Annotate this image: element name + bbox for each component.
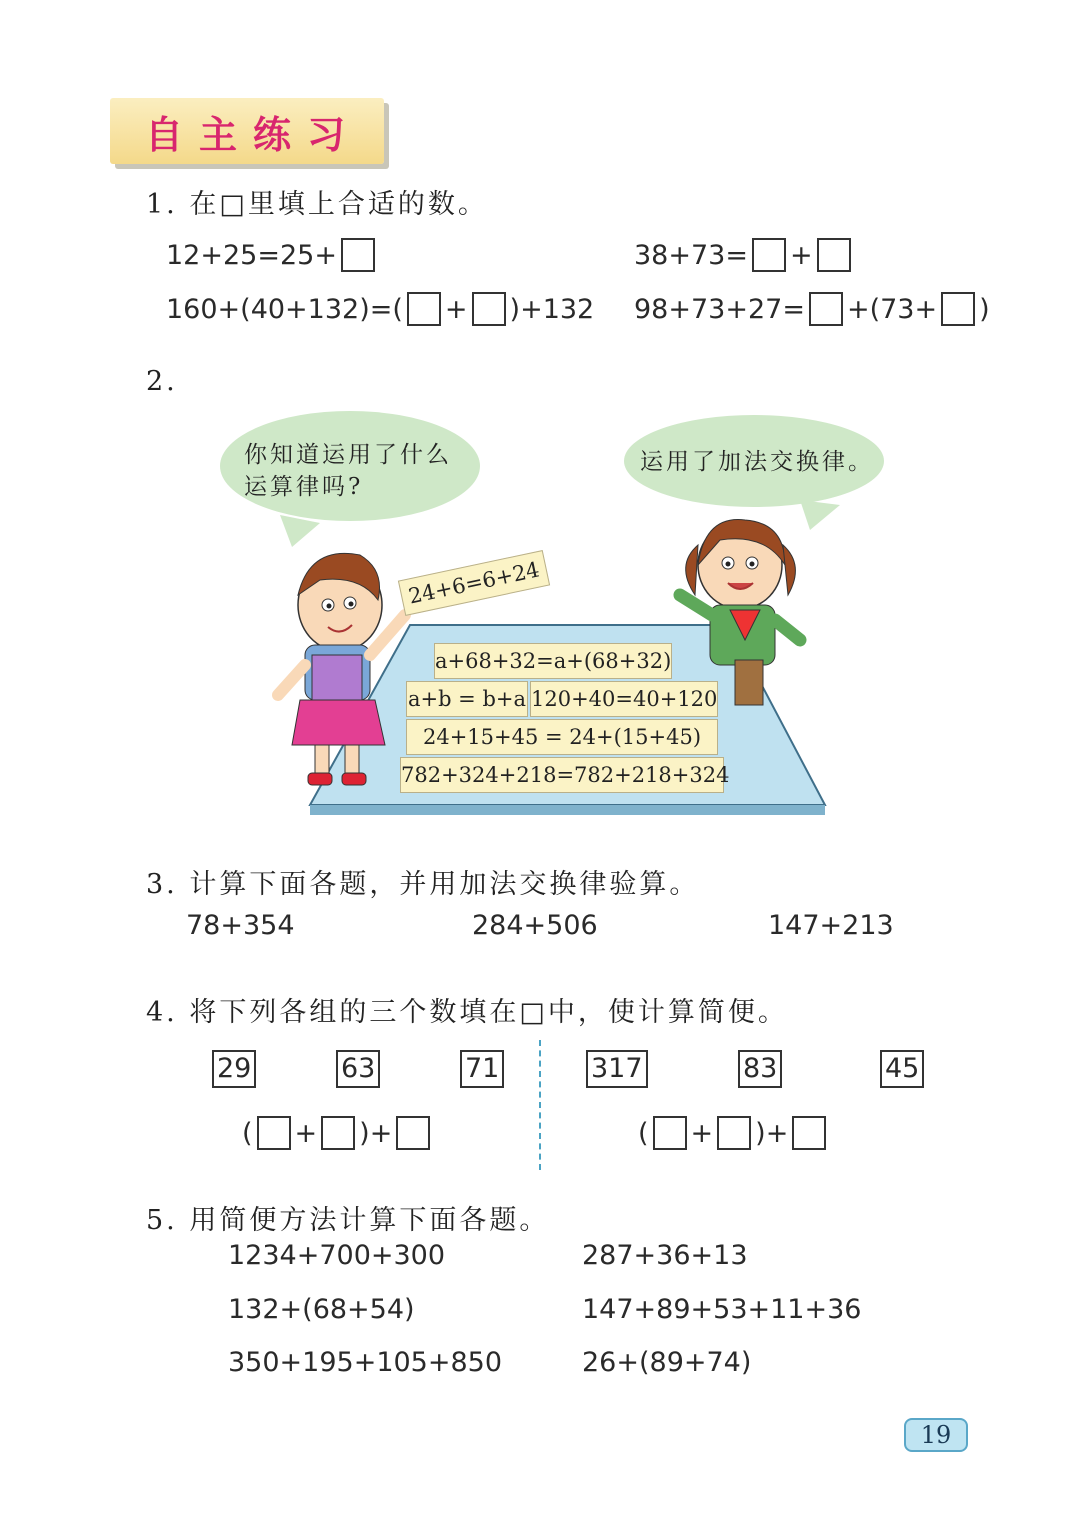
table-edge <box>310 805 825 815</box>
answer-box[interactable] <box>717 1116 751 1150</box>
answer-box[interactable] <box>792 1116 826 1150</box>
q2-label: 2. <box>146 366 178 397</box>
q1-line-4 <box>634 292 990 326</box>
q4-g2-template <box>638 1116 830 1150</box>
answer-box[interactable] <box>396 1116 430 1150</box>
q4-g2-number-2: 83 <box>738 1050 782 1088</box>
q1-line-3-text-a: 160+(40+132)=( <box>166 293 403 325</box>
section-title-banner <box>110 98 384 164</box>
section-title: 自主练习 <box>144 112 361 157</box>
q5-item-2: 287+36+13 <box>582 1240 748 1271</box>
held-card: 24+6=6+24 <box>398 550 550 616</box>
plus-sign: + <box>294 1117 318 1149</box>
q3-item-3: 147+213 <box>768 910 894 941</box>
q5-item-3: 132+(68+54) <box>228 1294 415 1325</box>
q1-line-1 <box>166 238 379 272</box>
q4-g1-template <box>242 1116 434 1150</box>
q4-g1-number-3: 71 <box>460 1050 504 1088</box>
table-card-1: a+68+32=a+(68+32) <box>434 643 672 679</box>
table-card-4: 24+15+45 = 24+(15+45) <box>406 719 718 755</box>
table-card-2: a+b = b+a <box>406 681 528 717</box>
answer-box[interactable] <box>941 292 975 326</box>
q4-prompt: 4. 将下列各组的三个数填在□中，使计算简便。 <box>146 997 788 1028</box>
q5-item-1: 1234+700+300 <box>228 1240 446 1271</box>
q1-line-2-text: 38+73= <box>634 239 748 271</box>
q5-prompt: 5. 用简便方法计算下面各题。 <box>146 1205 550 1236</box>
answer-box[interactable] <box>407 292 441 326</box>
q1-line-3-text-b: + <box>444 293 468 325</box>
q4-g2-number-1: 317 <box>586 1050 648 1088</box>
q2-illustration <box>200 405 900 825</box>
divider-line <box>539 1040 541 1170</box>
q1-line-3 <box>166 292 594 326</box>
answer-box[interactable] <box>257 1116 291 1150</box>
paren-close-plus: )+ <box>755 1117 789 1149</box>
answer-box[interactable] <box>809 292 843 326</box>
paren-close-plus: )+ <box>359 1117 393 1149</box>
bubble-right-text: 运用了加法交换律。 <box>640 449 874 475</box>
table-card-5: 782+324+218=782+218+324 <box>400 757 724 793</box>
q5-item-6: 26+(89+74) <box>582 1347 752 1378</box>
answer-box[interactable] <box>817 238 851 272</box>
table-card-3: 120+40=40+120 <box>530 681 718 717</box>
answer-box[interactable] <box>341 238 375 272</box>
bubble-left-line-1: 你知道运用了什么 <box>244 442 452 468</box>
q4-g1-number-2: 63 <box>336 1050 380 1088</box>
answer-box[interactable] <box>321 1116 355 1150</box>
paren-open: ( <box>638 1117 649 1149</box>
q5-item-5: 350+195+105+850 <box>228 1347 503 1378</box>
paren-open: ( <box>242 1117 253 1149</box>
q5-item-4: 147+89+53+11+36 <box>582 1294 862 1325</box>
q4-g2-number-3: 45 <box>880 1050 924 1088</box>
bubble-right-tail <box>800 500 840 530</box>
q3-item-2: 284+506 <box>472 910 598 941</box>
q1-line-4-text-b: +(73+ <box>846 293 938 325</box>
q1-prompt: 1. 在□里填上合适的数。 <box>146 189 488 220</box>
q1-line-2 <box>634 238 855 272</box>
q4-g1-number-1: 29 <box>212 1050 256 1088</box>
q1-line-1-text: 12+25=25+ <box>166 239 337 271</box>
q1-line-3-text-c: )+132 <box>509 293 595 325</box>
q1-line-4-text-a: 98+73+27= <box>634 293 805 325</box>
answer-box[interactable] <box>653 1116 687 1150</box>
bubble-left-tail <box>280 515 320 547</box>
answer-box[interactable] <box>752 238 786 272</box>
q1-line-4-text-c: ) <box>979 293 990 325</box>
answer-box[interactable] <box>472 292 506 326</box>
page-number: 19 <box>904 1418 968 1452</box>
bubble-left-text <box>244 439 452 503</box>
q3-prompt: 3. 计算下面各题，并用加法交换律验算。 <box>146 869 700 900</box>
plus-sign: + <box>690 1117 714 1149</box>
bubble-left-line-2: 运算律吗? <box>244 474 364 500</box>
q1-line-2-plus: + <box>789 239 813 271</box>
q3-item-1: 78+354 <box>186 910 295 941</box>
